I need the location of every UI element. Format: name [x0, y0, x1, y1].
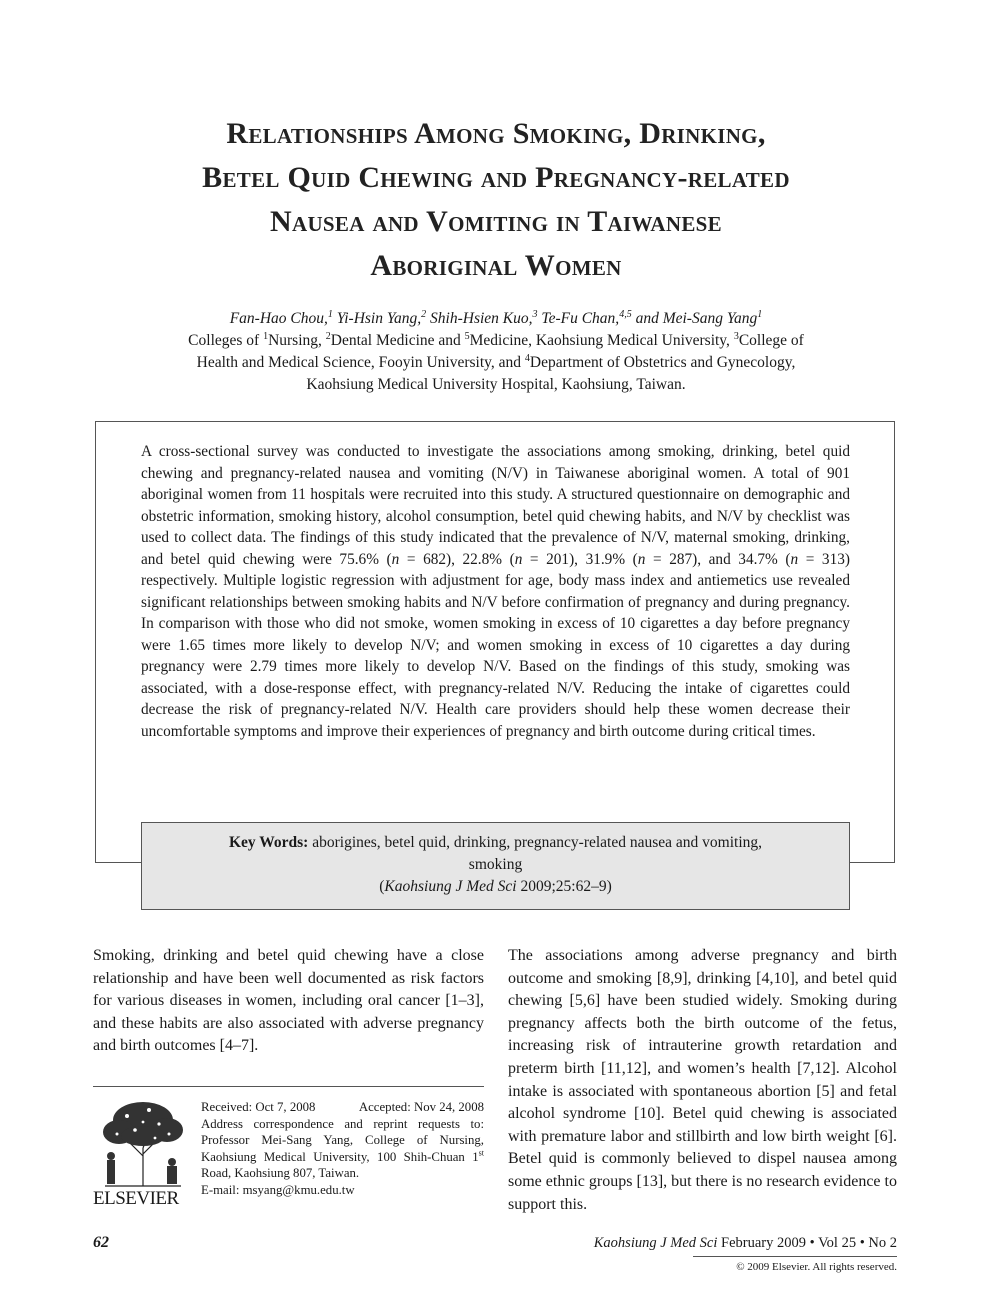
- footnote-divider: [93, 1086, 484, 1087]
- copyright: © 2009 Elsevier. All rights reserved.: [736, 1261, 897, 1273]
- abstract: A cross-sectional survey was conducted to investigate the associations among smoking, drinking, betel quid chewing and pregnancy-related nausea and vomiting (N/V) in Taiwanese aboriginal women. A total of 901 aboriginal women from 11 hospitals were recruited into this study. A structured questionnaire on demographic and obstetric information, smoking history, alcohol consumption, betel quid chewing habits, and N/V by checklist was used to collect data. The findings of this study indicated that the prevalence of N/V, maternal smoking, drinking, and betel quid chewing were 75.6% (n = 682), 22.8% (n = 201), 31.9% (n = 287), and 34.7% (n = 313) respectively. Multiple logistic regression with adjustment for age, body mass index and antiemetics use revealed significant relationships between smoking habits and N/V before confirmation of pregnancy and during pregnancy. In comparison with those who did not smoke, women smoking in excess of 10 cigarettes a day before pregnancy were 1.65 times more likely to develop N/V; and women smoking in excess of 10 cigarettes a day during pregnancy were 2.79 times more likely to develop N/V. Based on the findings of this study, smoking was associated, with a dose-response effect, with pregnancy-related N/V. Reducing the intake of cigarettes could decrease the risk of pregnancy-related N/V. Health care providers should help these women decrease their uncomfortable symptoms and improve their experiences of pregnancy and birth outcome during critical times.: [141, 443, 850, 740]
- elsevier-logo: [93, 1096, 193, 1214]
- footer-divider: [693, 1256, 897, 1257]
- page-number: 62: [93, 1234, 109, 1251]
- citation: (Kaohsiung J Med Sci 2009;25:62–9): [379, 878, 612, 895]
- affiliation-line-3: Kaohsiung Medical University Hospital, Kaohsiung, Taiwan.: [306, 376, 686, 393]
- correspondence-address: Address correspondence and reprint requests to: Professor Mei-Sang Yang, College of Nursing, Kaohsiung Medical University, 100 Shih-Chuan 1st Road, Kaohsiung 807, Taiwan.: [201, 1116, 484, 1181]
- title-line: Relationships Among Smoking, Drinking,: [226, 117, 766, 150]
- title-line: Betel Quid Chewing and Pregnancy-related: [202, 161, 790, 194]
- affiliation-line-2: Health and Medical Science, Fooyin University, and $^4$Department of Obstetrics and Gynecology,: [196, 352, 796, 371]
- affiliation-line-1: Colleges of $^1$Nursing, $^2$Dental Medicine and $^5$Medicine, Kaohsiung Medical University, $^3$College of: [188, 330, 804, 349]
- footnote: [201, 1099, 484, 1199]
- title-line: Nausea and Vomiting in Taiwanese: [270, 205, 722, 238]
- tree-icon: [97, 1096, 189, 1188]
- author-block: [60, 308, 932, 396]
- keywords-label: Key Words:: [228, 834, 309, 851]
- correspondence-email: E-mail: msyang@kmu.edu.tw: [201, 1182, 355, 1197]
- received-date: Received: Oct 7, 2008: [201, 1100, 316, 1114]
- journal-info: Kaohsiung J Med Sci February 2009 • Vol 25 • No 2: [593, 1235, 897, 1251]
- title-line: Aboriginal Women: [370, 249, 622, 282]
- author-names: Fan-Hao Chou,$^1$ Yi-Hsin Yang,$^2$ Shih-Hsien Kuo,$^3$ Te-Fu Chan,$^{4,5}$ and Mei-Sang Yang$^1$: [229, 308, 763, 327]
- body-text-left: Smoking, drinking and betel quid chewing have a close relationship and have been well documented as risk factors for various diseases in women, including oral cancer [1–3], and these habits are also associated with adverse pregnancy and birth outcomes [4–7].: [93, 947, 484, 1055]
- logo-wordmark: ELSEVIER: [93, 1188, 179, 1209]
- body-text-right: The associations among adverse pregnancy and birth outcome and smoking [8,9], drinking [4,10], and betel quid chewing [5,6] have been studied widely. Smoking during pregnancy affects both the birth outcome of the fetus, increasing risk of intrauterine growth retardation and preterm birth [11,12], and women’s health [7,12]. Alcohol intake is associated with spontaneous abortion [5] and fetal alcohol syndrome [10]. Betel quid chewing is associated with premature labor and stillbirth and low birth weight [6]. Betel quid is commonly believed to dispel nausea among some ethnic groups [13], but there is no research evidence to support this.: [508, 947, 897, 1213]
- accepted-date: Accepted: Nov 24, 2008: [358, 1100, 484, 1114]
- keywords-text: aborigines, betel quid, drinking, pregnancy-related nausea and vomiting, smoking: [308, 834, 763, 873]
- keywords-box: [141, 822, 850, 910]
- article-title: [60, 112, 932, 288]
